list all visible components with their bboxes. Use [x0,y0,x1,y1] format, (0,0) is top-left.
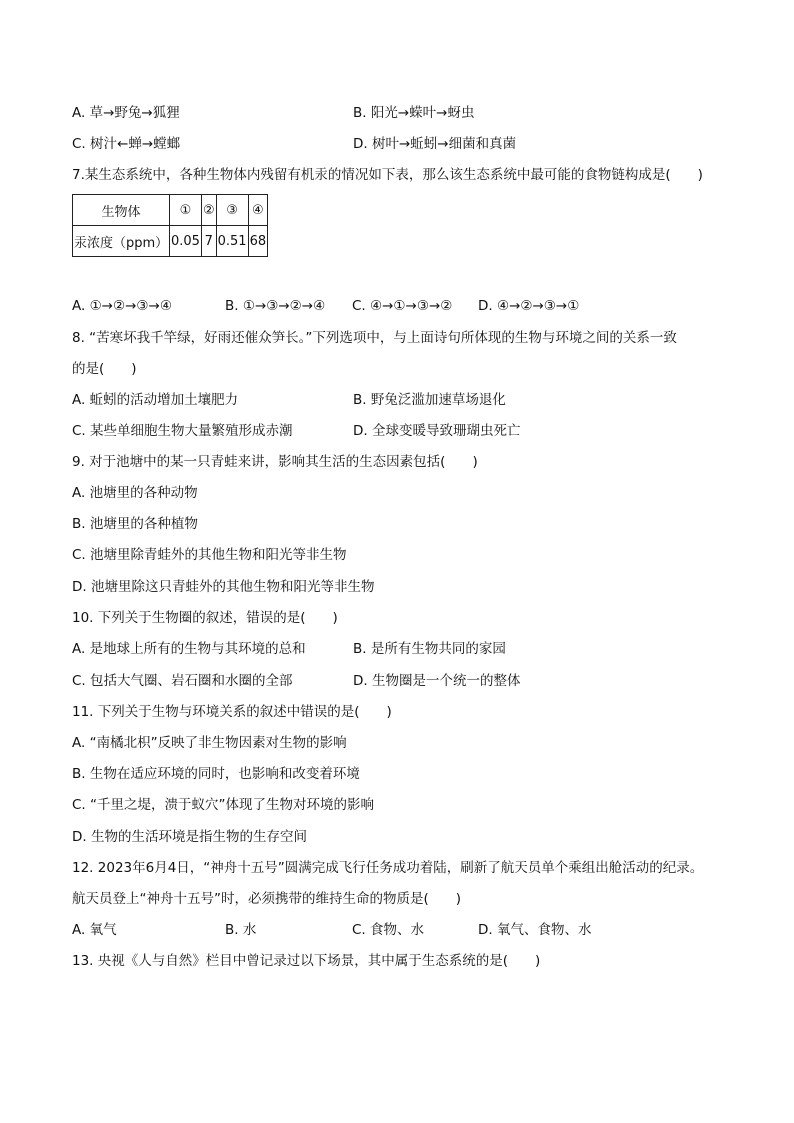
q11-option-b: B. 生物在适应环境的同时，也影响和改变着环境 [72,766,360,782]
q10-option-a: A. 是地球上所有的生物与其环境的总和 [72,641,306,657]
q10-option-c: C. 包括大气圈、岩石圈和水圈的全部 [72,673,293,689]
table-cell: 0.51 [216,226,248,257]
q8-option-c: C. 某些单细胞生物大量繁殖形成赤潮 [72,423,293,439]
q12-option-c: C. 食物、水 [352,922,425,938]
q8-option-d: D. 全球变暖导致珊瑚虫死亡 [353,423,521,439]
q11-option-d: D. 生物的生活环境是指生物的生存空间 [72,829,307,845]
q9-option-a: A. 池塘里的各种动物 [72,485,198,501]
table-cell: ③ [216,195,248,226]
q11-option-a: A. “南橘北枳”反映了非生物因素对生物的影响 [72,735,347,751]
q10-stem: 10. 下列关于生物圈的叙述，错误的是( ) [72,610,338,626]
q6-option-b: B. 阳光→蝾叶→蚜虫 [353,105,475,121]
q7-stem: 7.某生态系统中，各种生物体内残留有机汞的情况如下表，那么该生态系统中最可能的食物链构成是( ) [72,167,703,183]
q6-option-c: C. 树汁←蝉→螳螂 [72,136,181,152]
table-cell: 汞浓度（ppm） [73,226,170,257]
q8-stem-line2: 的是( ) [72,361,137,377]
q12-option-b: B. 水 [225,922,257,938]
q7-option-b: B. ①→③→②→④ [225,298,326,314]
q9-option-d: D. 池塘里除这只青蛙外的其他生物和阳光等非生物 [72,579,375,595]
q12-stem-line1: 12. 2023年6月4日，“神舟十五号”圆满完成飞行任务成功着陆，刷新了航天员单个乘组出舱活动的纪录。 [72,860,704,876]
table-cell: ② [201,195,216,226]
table-row [73,195,268,226]
table-cell: 生物体 [73,195,170,226]
table-cell: ④ [248,195,268,226]
table-cell: ① [170,195,202,226]
q7-option-d: D. ④→②→③→① [478,298,580,314]
table-cell: 0.05 [170,226,202,257]
table-cell: 7 [201,226,216,257]
table-cell: 68 [248,226,268,257]
q8-stem-line1: 8. “苦寒坏我千竿绿，好雨还催众笋长。”下列选项中，与上面诗句所体现的生物与环境之间的关系一致 [72,330,677,346]
q8-option-b: B. 野兔泛滥加速草场退化 [353,392,506,408]
q11-stem: 11. 下列关于生物与环境关系的叙述中错误的是( ) [72,704,392,720]
q6-option-d: D. 树叶→蚯蚓→细菌和真菌 [353,136,517,152]
q8-option-a: A. 蚯蚓的活动增加土壤肥力 [72,392,239,408]
q9-option-b: B. 池塘里的各种植物 [72,516,198,532]
table-row [73,226,268,257]
q10-option-d: D. 生物圈是一个统一的整体 [353,673,521,689]
q9-stem: 9. 对于池塘中的某一只青蛙来讲，影响其生活的生态因素包括( ) [72,454,478,470]
mercury-table [72,194,268,257]
q11-option-c: C. “千里之堤，溃于蚁穴”体现了生物对环境的影响 [72,797,374,813]
q10-option-b: B. 是所有生物共同的家园 [353,641,506,657]
q6-option-a: A. 草→野兔→狐狸 [72,105,180,121]
q7-option-a: A. ①→②→③→④ [72,298,172,314]
q13-stem: 13. 央视《人与自然》栏目中曾记录过以下场景，其中属于生态系统的是( ) [72,953,541,969]
q12-stem-line2: 航天员登上“神舟十五号”时，必须携带的维持生命的物质是( ) [72,891,462,907]
q9-option-c: C. 池塘里除青蛙外的其他生物和阳光等非生物 [72,547,347,563]
q12-option-d: D. 氧气、食物、水 [478,922,592,938]
q7-option-c: C. ④→①→③→② [352,298,453,314]
q12-option-a: A. 氧气 [72,922,117,938]
